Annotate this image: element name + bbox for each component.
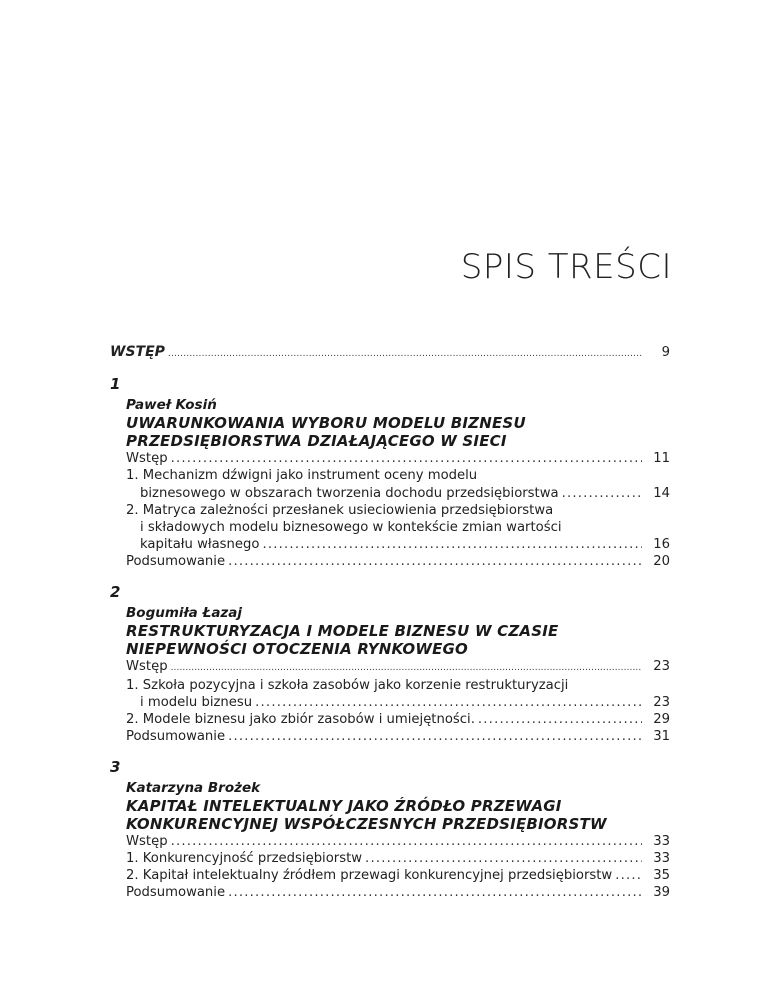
chapter-1 [110,375,670,570]
chapter-author: Paweł Kosiń [126,397,217,414]
toc-entry[interactable]: 2. Kapitał intelektualny źródłem przewagi konkurencyjnej przedsiębiorstw ..... 35 [126,867,670,884]
chapter-title: KAPITAŁ INTELEKTUALNY JAKO ŹRÓDŁO PRZEWAGI KONKURENCYJNEJ WSPÓŁCZESNYCH PRZEDSIĘBIORSTW [126,796,607,833]
chapter-2 [110,583,670,746]
table-of-contents [110,344,670,901]
chapter-title: RESTRUKTURYZACJA I MODELE BIZNESU W CZASIE NIEPEWNOŚCI OTOCZENIA RYNKOWEGO [126,621,559,658]
toc-entry[interactable]: Wstęp ..... 23 [126,658,670,677]
page-number: 35 [653,868,670,884]
toc-entry[interactable]: 1. Mechanizm dźwigni jako instrument oceny modelu biznesowego w obszarach tworzenia dochodu przedsiębiorstwa ..... 14 [126,467,670,501]
page-number: 29 [653,712,670,728]
page-number: 20 [653,554,670,570]
page-number: 9 [661,345,670,360]
page-number: 33 [653,833,670,849]
page-number: 11 [653,451,670,467]
page-number: 23 [653,695,670,711]
toc-entry-label: WSTĘP [110,344,165,360]
toc-entry[interactable]: Wstęp ..... 33 [126,833,670,850]
dot-leader [168,346,642,363]
toc-entry[interactable]: 2. Modele biznesu jako zbiór zasobów i umiejętności. ..... 29 [126,711,670,728]
chapter-number: 1 [110,375,121,394]
chapter-author: Katarzyna Brożek [126,779,261,796]
page-number: 16 [653,537,670,553]
toc-entry[interactable]: Podsumowanie ..... 39 [126,884,670,901]
toc-entry[interactable]: 1. Konkurencyjność przedsiębiorstw ..... 33 [126,850,670,867]
chapter-title: UWARUNKOWANIA WYBORU MODELU BIZNESU PRZEDSIĘBIORSTWA DZIAŁAJĄCEGO W SIECI [126,414,526,451]
chapter-author: Bogumiła Łazaj [126,604,243,621]
toc-entry[interactable]: 2. Matryca zależności przesłanek usieciowienia przedsiębiorstwa i składowych modelu biznesowego w kontekście zmian wartości kapitału własnego ..... 16 [126,502,670,554]
chapter-3 [110,758,670,902]
chapter-number: 3 [110,757,121,776]
toc-entry[interactable]: Podsumowanie ..... 20 [126,553,670,570]
page-number: 33 [653,850,670,866]
page-number: 14 [653,485,670,501]
toc-entry-intro[interactable] [110,344,670,363]
toc-entry[interactable]: Podsumowanie ..... 31 [126,728,670,745]
page-number: 23 [653,658,670,674]
page-number: 39 [653,885,670,901]
toc-entry[interactable]: Wstęp ..... 11 [126,450,670,467]
page-title: SPIS TREŚCI [460,247,672,287]
page-number: 31 [653,729,670,745]
chapter-number: 2 [110,582,121,601]
toc-entry[interactable]: 1. Szkoła pozycyjna i szkoła zasobów jako korzenie restrukturyzacji i modelu biznesu ..... 23 [126,677,670,711]
